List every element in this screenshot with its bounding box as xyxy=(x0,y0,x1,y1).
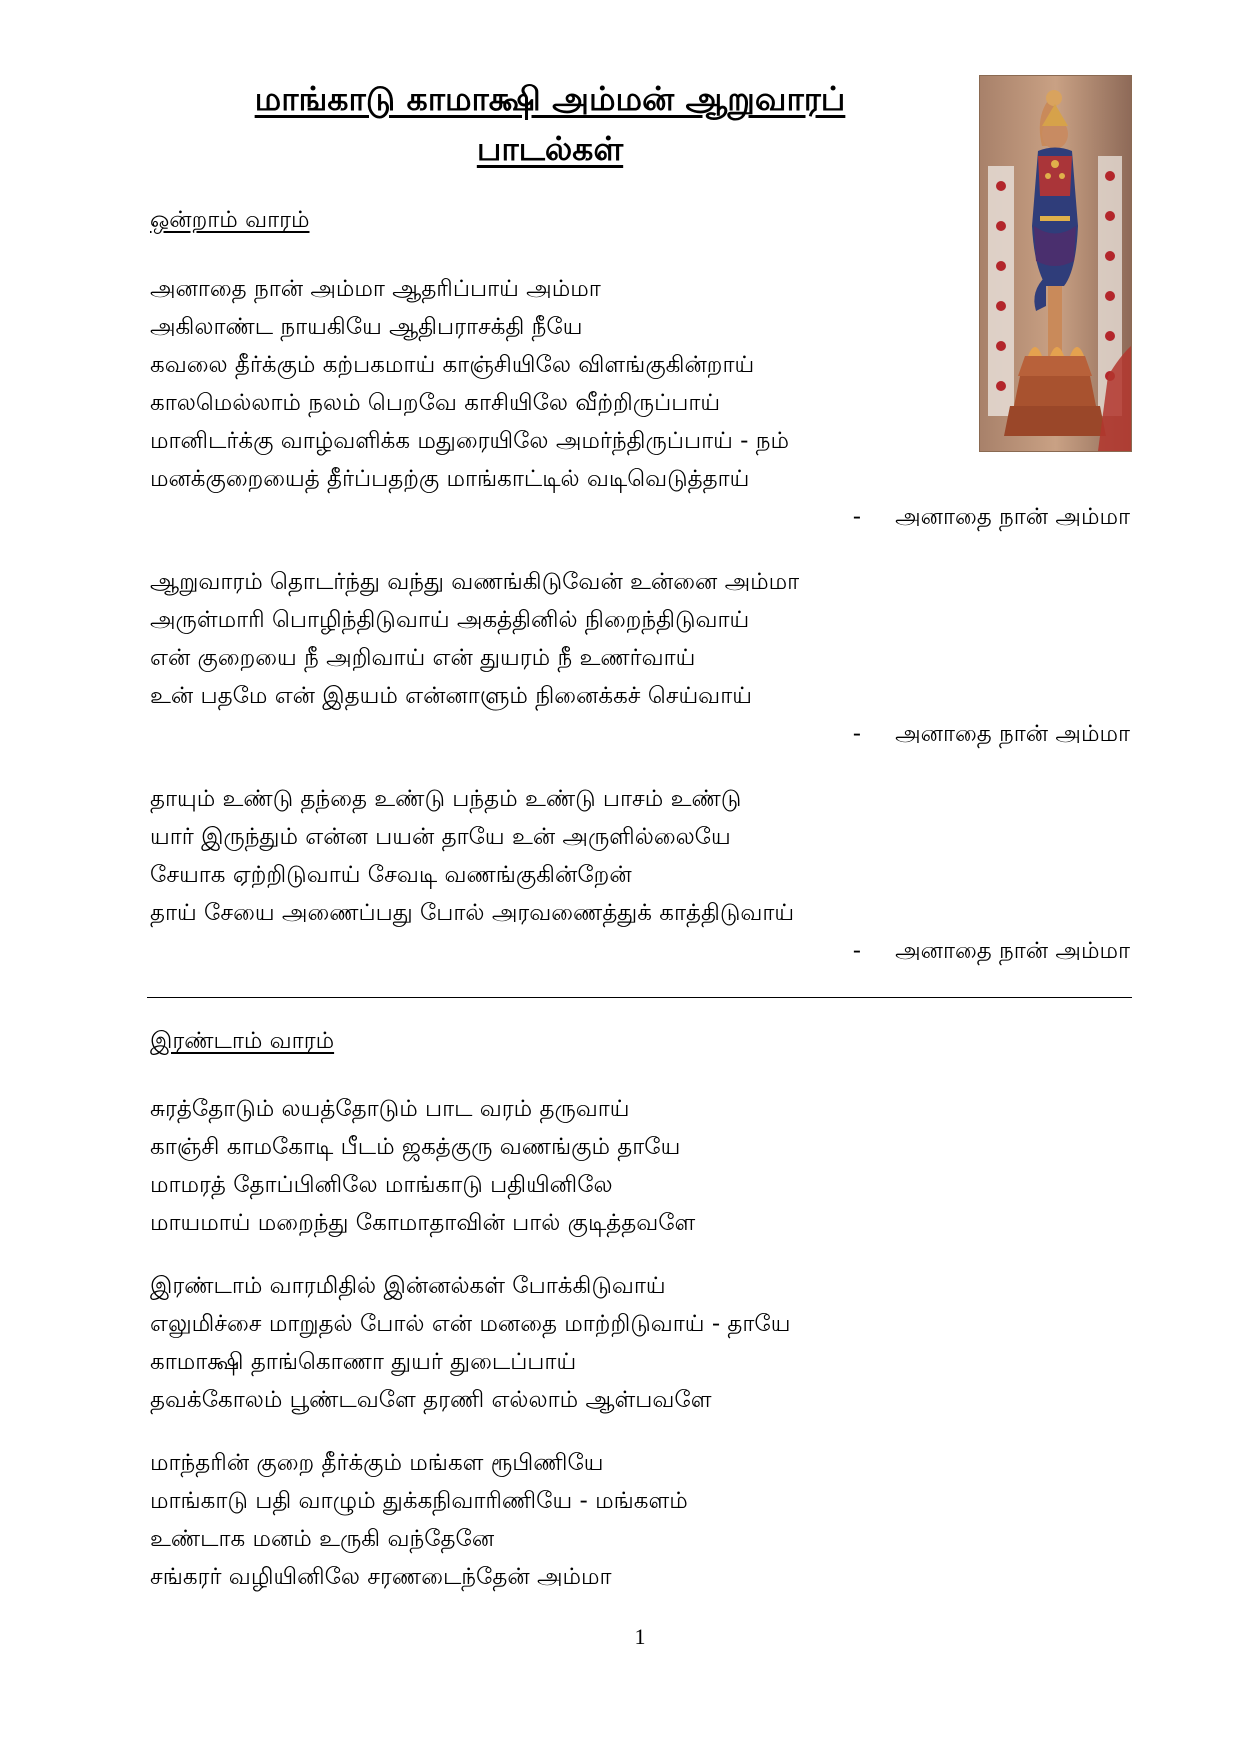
verse-line: சங்கரர் வழியினிலே சரணடைந்தேன் அம்மா xyxy=(150,1564,612,1590)
title-line-1: மாங்காடு காமாக்ஷி அம்மன் ஆறுவாரப் xyxy=(254,79,846,118)
section-heading-2: இரண்டாம் வாரம் xyxy=(150,1028,335,1054)
title-line-2: பாடல்கள் xyxy=(476,129,624,168)
verse-line: மாங்காடு பதி வாழும் துக்கநிவாரிணியே - மங்களம் xyxy=(150,1488,688,1514)
verse-line: காலமெல்லாம் நலம் பெறவே காசியிலே வீற்றிருப்பாய் xyxy=(150,390,721,416)
stanza xyxy=(150,270,1130,536)
refrain xyxy=(150,715,1130,753)
verse-line: தவக்கோலம் பூண்டவளே தரணி எல்லாம் ஆள்பவளே xyxy=(150,1387,712,1413)
verse-line: சுரத்தோடும் லயத்தோடும் பாட வரம் தருவாய் xyxy=(150,1096,630,1122)
verse-line: மாமரத் தோப்பினிலே மாங்காடு பதியினிலே xyxy=(150,1172,613,1198)
verse-line: காஞ்சி காமகோடி பீடம் ஜகத்குரு வணங்கும் தாயே xyxy=(150,1134,681,1160)
verse-line: மானிடர்க்கு வாழ்வளிக்க மதுரையிலே அமர்ந்திருப்பாய் - நம் xyxy=(150,428,789,454)
refrain-dash: - xyxy=(852,721,862,747)
verse-line: அகிலாண்ட நாயகியே ஆதிபராசக்தி நீயே xyxy=(150,314,583,340)
stanza xyxy=(150,780,1130,970)
verse-line: உன் பதமே என் இதயம் என்னாளும் நினைக்கச் செய்வாய் xyxy=(150,683,752,709)
verse-line: சேயாக ஏற்றிடுவாய் சேவடி வணங்குகின்றேன் xyxy=(150,862,632,888)
verse-line: கவலை தீர்க்கும் கற்பகமாய் காஞ்சியிலே விளங்குகின்றாய் xyxy=(150,352,755,378)
refrain xyxy=(150,932,1130,970)
verse-line: மாந்தரின் குறை தீர்க்கும் மங்கள ரூபிணியே xyxy=(150,1450,604,1476)
refrain-dash: - xyxy=(852,504,862,530)
stanza xyxy=(150,1444,1130,1596)
verse-line: தாயும் உண்டு தந்தை உண்டு பந்தம் உண்டு பாசம் உண்டு xyxy=(150,786,742,812)
verse-line: என் குறையை நீ அறிவாய் என் துயரம் நீ உணர்வாய் xyxy=(150,645,696,671)
verse-line: மனக்குறையைத் தீர்ப்பதற்கு மாங்காட்டில் வடிவெடுத்தாய் xyxy=(150,466,750,492)
refrain-text: அனாதை நான் அம்மா xyxy=(895,938,1130,964)
refrain-dash: - xyxy=(852,938,862,964)
page-title xyxy=(150,74,950,174)
verse-line: ஆறுவாரம் தொடர்ந்து வந்து வணங்கிடுவேன் உன்னை அம்மா xyxy=(150,569,800,595)
verse-line: இரண்டாம் வாரமிதில் இன்னல்கள் போக்கிடுவாய் xyxy=(150,1273,666,1299)
section-heading-1: ஒன்றாம் வாரம் xyxy=(150,207,310,233)
page-number: 1 xyxy=(634,1624,646,1649)
verse-line: எலுமிச்சை மாறுதல் போல் என் மனதை மாற்றிடுவாய் - தாயே xyxy=(150,1311,791,1337)
refrain-text: அனாதை நான் அம்மா xyxy=(895,504,1130,530)
verse-line: யார் இருந்தும் என்ன பயன் தாயே உன் அருளில்லையே xyxy=(150,824,731,850)
stanza xyxy=(150,1267,1130,1419)
verse-line: மாயமாய் மறைந்து கோமாதாவின் பால் குடித்தவளே xyxy=(150,1210,696,1236)
verse-line: உண்டாக மனம் உருகி வந்தேனே xyxy=(150,1526,495,1552)
verse-line: தாய் சேயை அணைப்பது போல் அரவணைத்துக் காத்திடுவாய் xyxy=(150,900,795,926)
stanza xyxy=(150,1090,1130,1242)
verse-line: அனாதை நான் அம்மா ஆதரிப்பாய் அம்மா xyxy=(150,276,601,302)
section-divider xyxy=(147,997,1132,998)
verse-line: காமாக்ஷி தாங்கொணா துயர் துடைப்பாய் xyxy=(150,1349,577,1375)
refrain xyxy=(150,498,1130,536)
verse-line: அருள்மாரி பொழிந்திடுவாய் அகத்தினில் நிறைந்திடுவாய் xyxy=(150,607,750,633)
refrain-text: அனாதை நான் அம்மா xyxy=(895,721,1130,747)
stanza xyxy=(150,563,1130,753)
